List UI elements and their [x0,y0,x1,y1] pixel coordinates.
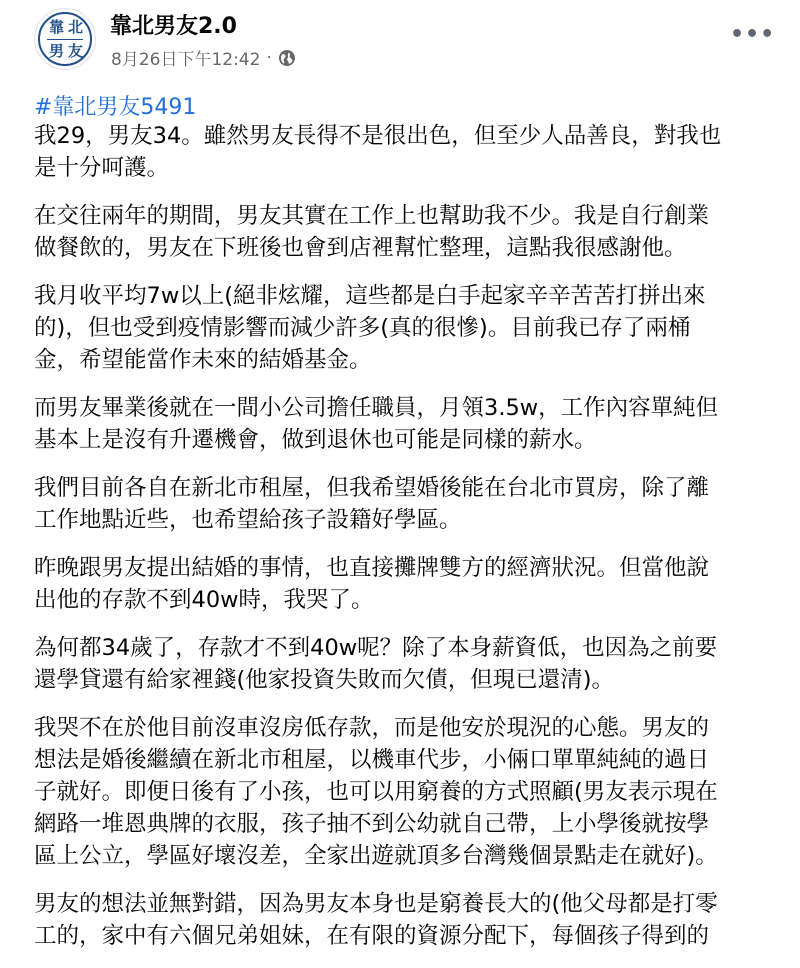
text-line: 的)，但也受到疫情影響而減少許多(真的很慘)。目前我已存了兩桶 [34,315,691,341]
paragraph [34,200,779,264]
avatar-char: 北 [68,18,84,36]
page-name[interactable]: 靠北男友2.0 [110,14,237,39]
paragraph [34,280,779,376]
hashtag-link[interactable]: #靠北男友5491 [34,95,197,120]
globe-icon[interactable] [278,49,296,67]
text-line: 網路一堆恩典牌的衣服，孩子抽不到公幼就自己帶，上小學後就按學 [34,811,710,837]
text-line: 在交往兩年的期間，男友其實在工作上也幫助我不少。我是自行創業 [34,203,710,229]
text-line: 子就好。即便日後有了小孩，也可以用窮養的方式照顧(男友表示現在 [34,779,718,805]
text-line: 我月收平均7w以上(絕非炫耀，這些都是白手起家辛辛苦苦打拼出來 [34,283,706,309]
avatar-char: 友 [68,42,84,60]
text-line: 工的，家中有六個兄弟姐妹，在有限的資源分配下，每個孩子得到的 [34,923,710,949]
paragraph [34,888,779,952]
text-line: 出他的存款不到40w時，我哭了。 [34,587,374,613]
text-line: 而男友畢業後就在一間小公司擔任職員，月領3.5w，工作內容單純但 [34,395,719,421]
text-line: 是十分呵護。 [34,155,170,181]
text-line: 男友的想法並無對錯，因為男友本身也是窮養長大的(他父母都是打零 [34,891,718,917]
paragraph [34,712,779,872]
text-line: 我29，男友34。雖然男友長得不是很出色，但至少人品善良，對我也 [34,123,722,149]
more-options-button[interactable]: ••• [730,22,776,47]
avatar-char: 靠 [49,18,65,36]
post-meta [111,45,296,70]
meta-separator: · [266,47,272,68]
text-line: 還學貸還有給家裡錢(他家投資失敗而欠債，但現已還清)。 [34,667,615,693]
text-line: 想法是婚後繼續在新北市租屋，以機車代步，小倆口單單純純的過日 [34,747,710,773]
avatar-char: 男 [49,42,65,60]
text-line: 基本上是沒有升遷機會，做到退休也可能是同樣的薪水。 [34,427,597,453]
paragraph [34,552,779,616]
paragraph [34,392,779,456]
text-line: 我們目前各自在新北市租屋，但我希望婚後能在台北市買房，除了離 [34,475,710,501]
paragraph [34,120,779,184]
text-line: 金，希望能當作未來的結婚基金。 [34,347,372,373]
paragraph [34,632,779,696]
post-timestamp[interactable]: 8月26日下午12:42 [111,50,261,70]
text-line: 做餐飲的，男友在下班後也會到店裡幫忙整理，這點我很感謝他。 [34,235,687,261]
text-line: 為何都34歲了，存款才不到40w呢？除了本身薪資低，也因為之前要 [34,635,718,661]
avatar-divider [47,39,83,40]
post-body [34,120,779,968]
text-line: 工作地點近些，也希望給孩子設籍好學區。 [34,507,462,533]
paragraph [34,472,779,536]
page-avatar[interactable] [34,8,96,70]
text-line: 區上公立，學區好壞沒差，全家出遊就頂多台灣幾個景點走在就好)。 [34,843,718,869]
text-line: 我哭不在於他目前沒車沒房低存款，而是他安於現況的心態。男友的 [34,715,710,741]
text-line: 昨晚跟男友提出結婚的事情，也直接攤牌雙方的經濟狀況。但當他說 [34,555,710,581]
